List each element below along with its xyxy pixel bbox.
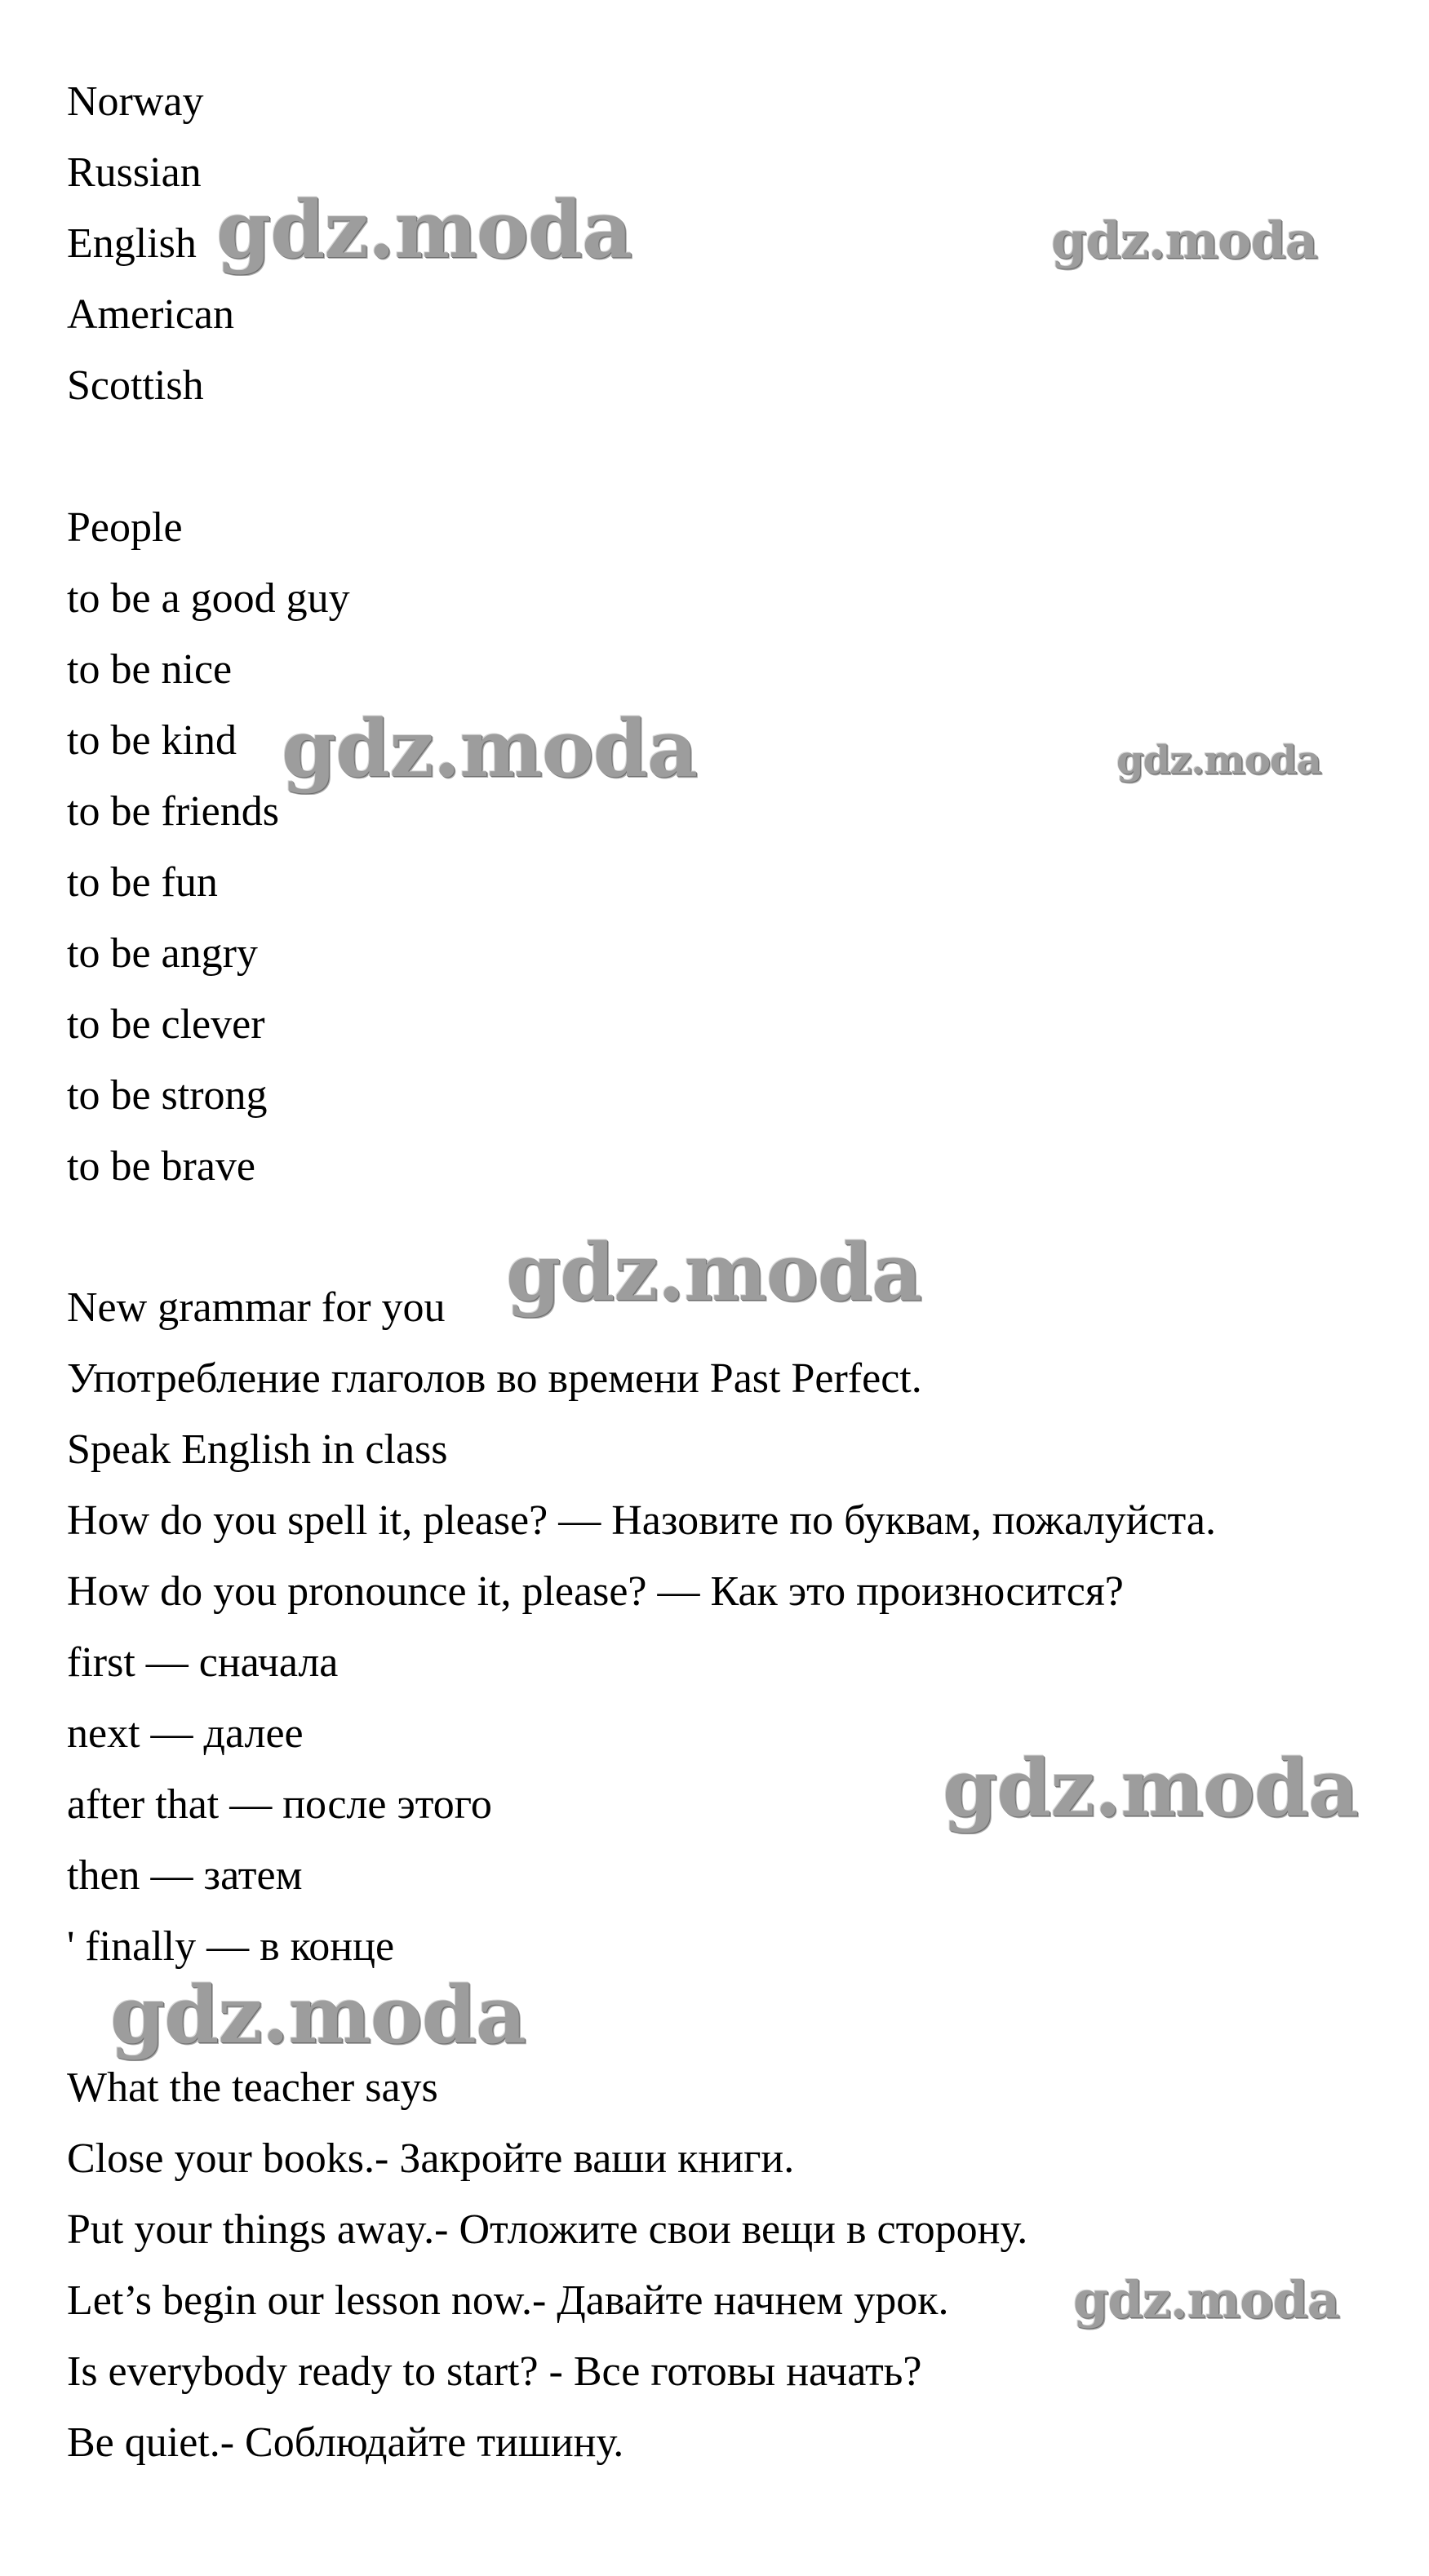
text-line: Употребление глаголов во времени Past Perfect.	[67, 1355, 922, 1402]
text-line: after that — после этого	[67, 1781, 492, 1828]
text-line: to be angry	[67, 930, 258, 977]
text-line: Russian	[67, 149, 202, 196]
text-line: People	[67, 504, 183, 551]
text-line: Be quiet.- Соблюдайте тишину.	[67, 2419, 624, 2466]
text-line: English	[67, 220, 197, 267]
text-line: to be nice	[67, 646, 233, 693]
watermark: gdz.moda	[1073, 2270, 1339, 2330]
text-line: Close your books.- Закройте ваши книги.	[67, 2135, 795, 2182]
text-line: to be clever	[67, 1001, 265, 1048]
text-line: to be kind	[67, 717, 237, 764]
text-line: then — затем	[67, 1852, 303, 1899]
watermark: gdz.moda	[1051, 211, 1317, 270]
text-line: Let’s begin our lesson now.- Давайте начнем урок.	[67, 2277, 949, 2324]
text-line: How do you pronounce it, please? — Как это произносится?	[67, 1568, 1124, 1615]
watermark: gdz.moda	[506, 1226, 922, 1319]
section-heading: New grammar for you	[67, 1284, 446, 1331]
watermark: gdz.moda	[1116, 738, 1321, 783]
text-line: Scottish	[67, 362, 204, 409]
text-line: first — сначала	[67, 1639, 339, 1686]
text-line: to be a good guy	[67, 575, 350, 622]
text-line: to be strong	[67, 1072, 268, 1119]
text-line: American	[67, 291, 235, 338]
watermark: gdz.moda	[216, 184, 632, 276]
text-line: to be friends	[67, 788, 279, 835]
text-line: to be fun	[67, 859, 218, 906]
section-heading: Speak English in class	[67, 1426, 448, 1473]
text-line: How do you spell it, please? — Назовите по буквам, пожалуйста.	[67, 1497, 1216, 1544]
text-line: ' finally — в конце	[67, 1923, 395, 1970]
text-line: next — далее	[67, 1710, 304, 1757]
watermark: gdz.moda	[943, 1742, 1359, 1834]
text-line: Put your things away.- Отложите свои вещи в сторону.	[67, 2206, 1028, 2253]
text-line: to be brave	[67, 1143, 256, 1190]
section-heading: What the teacher says	[67, 2064, 438, 2111]
watermark: gdz.moda	[110, 1969, 526, 2061]
watermark: gdz.moda	[282, 703, 698, 795]
text-line: Is everybody ready to start? - Все готовы начать?	[67, 2348, 922, 2395]
text-line: Norway	[67, 78, 204, 125]
